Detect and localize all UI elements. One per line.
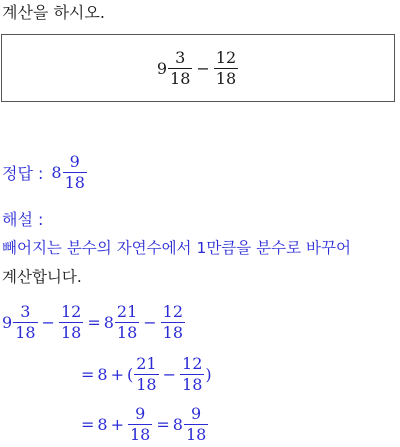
solution-step-1: 9 $\frac{3}{18}$ − $\frac{12}{18}$ = 8 $\frac{21}{18}$ − $\frac{12}{18}$ bbox=[2, 301, 184, 342]
explanation-text-line-1: 빼어지는 분수의 자연수에서 1만큼을 분수로 바꾸어 bbox=[2, 239, 351, 257]
problem-minus: − bbox=[196, 58, 210, 78]
question-instruction: 계산을 하시오. bbox=[2, 3, 105, 22]
answer-line bbox=[2, 150, 88, 194]
solution-step-2: = 8 + ( $\frac{21}{18}$ − $\frac{12}{18}$ ) bbox=[81, 353, 212, 394]
problem-whole: 9 bbox=[156, 58, 168, 78]
answer-whole: 8 bbox=[51, 162, 62, 182]
answer-fraction: $\frac{9}{18}$ bbox=[64, 151, 85, 192]
problem-fraction-1: $\frac{3}{18}$ bbox=[170, 47, 191, 88]
solution-step-3: = 8 + $\frac{9}{18}$ = 8 $\frac{9}{18}$ bbox=[81, 403, 207, 444]
explanation-text-line-2: 계산합니다. bbox=[2, 268, 82, 286]
problem-box bbox=[1, 34, 395, 102]
answer-label: 정답 : bbox=[2, 163, 44, 183]
explanation-label: 해설 : bbox=[2, 210, 44, 229]
problem-fraction-2: $\frac{12}{18}$ bbox=[215, 47, 237, 88]
problem-expression bbox=[2, 35, 394, 101]
